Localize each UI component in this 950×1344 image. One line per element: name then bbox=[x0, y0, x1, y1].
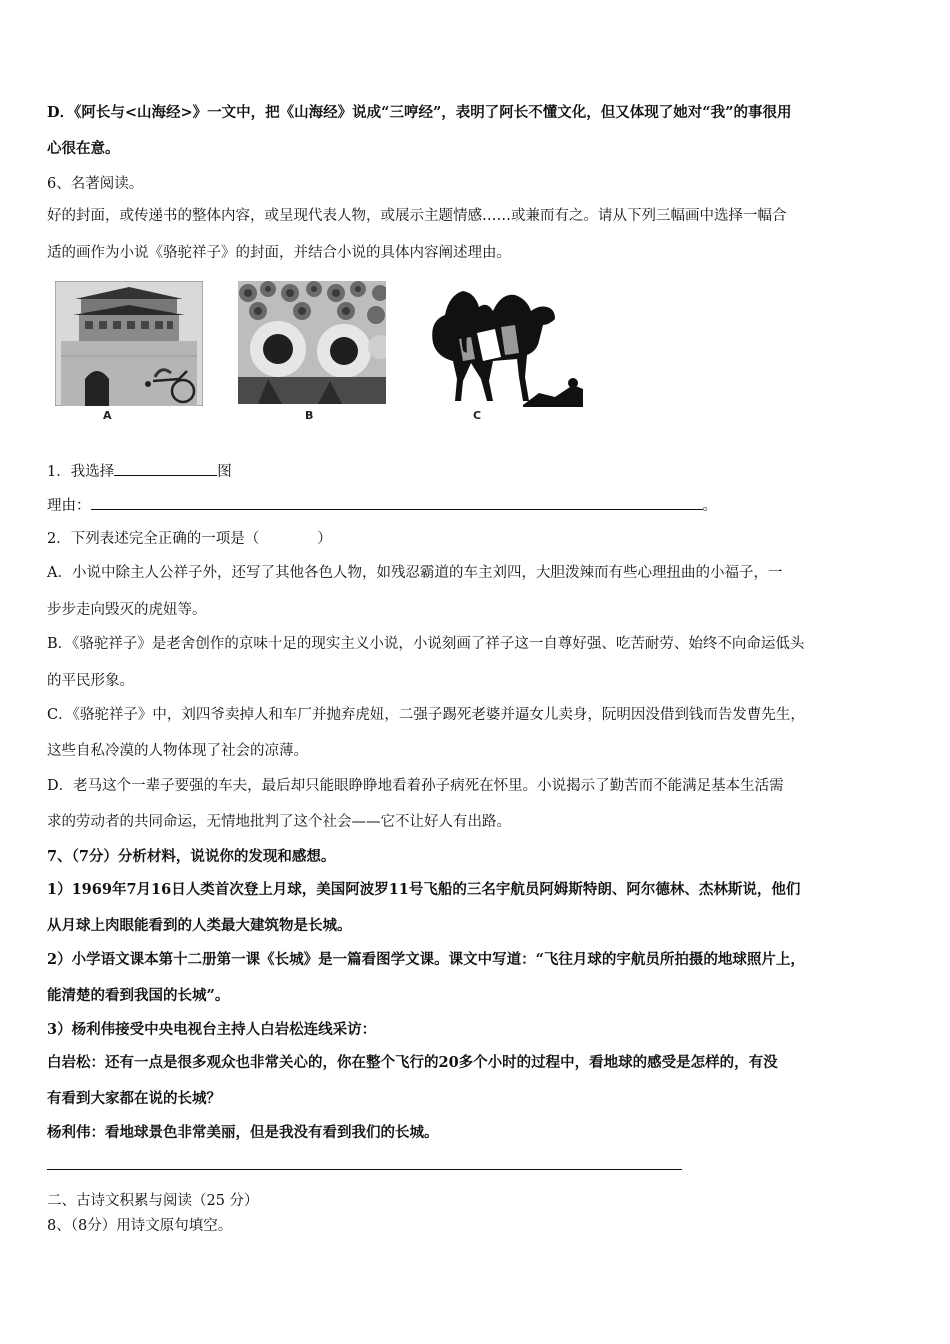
figure-a-caption: A bbox=[103, 409, 112, 422]
q5-option-d-line2: 心很在意。 bbox=[47, 140, 120, 157]
q6-intro-line2: 适的画作为小说《骆驼祥子》的封面，并结合小说的具体内容阐述理由。 bbox=[47, 245, 511, 261]
q7-bai-line1: 白岩松：还有一点是很多观众也非常关心的，你在整个飞行的20多个小时的过程中，看地球的感受是怎样的，有没 bbox=[47, 1054, 778, 1071]
q8-header: 8、（8分）用诗文原句填空。 bbox=[47, 1218, 233, 1234]
q6-sub2-question: 2．下列表述完全正确的一项是（ ） bbox=[47, 531, 332, 547]
figure-b-caption: B bbox=[305, 409, 314, 422]
choice-blank[interactable] bbox=[114, 461, 217, 476]
q6-sub1-prefix: 1．我选择 bbox=[47, 464, 115, 480]
section2-title: 二、古诗文积累与阅读（25 分） bbox=[47, 1193, 259, 1209]
q6-sub1 bbox=[47, 461, 232, 481]
q7-material2-line1: 2）小学语文课本第十二册第一课《长城》是一篇看图学文课。课文中写道：“飞往月球的宇航员所拍摄的地球照片上， bbox=[47, 951, 805, 968]
q6-option-c-line2: 这些自私冷漠的人物体现了社会的凉薄。 bbox=[47, 743, 308, 759]
q7-header: 7、（7分）分析材料，说说你的发现和感想。 bbox=[47, 848, 336, 865]
city-gate-rickshaw-image bbox=[55, 281, 203, 406]
q6-intro-line1: 好的封面，或传递书的整体内容，或呈现代表人物，或展示主题情感……或兼而有之。请从下列三幅画中选择一幅合 bbox=[47, 208, 787, 224]
q6-header: 6、名著阅读。 bbox=[47, 176, 144, 192]
cover-options-figures bbox=[55, 281, 615, 426]
sunflowers-image bbox=[238, 281, 386, 404]
q6-option-a-line1: A．小说中除主人公祥子外，还写了其他各色人物，如残忍霸道的车主刘四，大胆泼辣而有些心理扭曲的小福子，一 bbox=[47, 565, 783, 581]
reason-end: 。 bbox=[702, 498, 717, 514]
q6-reason bbox=[47, 495, 717, 515]
q7-yang: 杨利伟：看地球景色非常美丽，但是我没有看到我们的长城。 bbox=[47, 1124, 439, 1141]
camel-silhouette-image bbox=[423, 281, 583, 409]
q6-sub1-suffix: 图 bbox=[217, 464, 232, 480]
q5-option-d-line1: D．《阿长与<山海经>》一文中，把《山海经》说成“三哼经”，表明了阿长不懂文化，但又体现了她对“我”的事很用 bbox=[47, 104, 792, 121]
q6-option-d-line2: 求的劳动者的共同命运，无情地批判了这个社会——它不让好人有出路。 bbox=[47, 814, 511, 830]
q6-option-a-line2: 步步走向毁灭的虎妞等。 bbox=[47, 602, 207, 618]
reason-label: 理由： bbox=[47, 498, 91, 514]
q7-material3: 3）杨利伟接受中央电视台主持人白岩松连线采访： bbox=[47, 1021, 377, 1038]
q7-material1-line1: 1）1969年7月16日人类首次登上月球，美国阿波罗11号飞船的三名宇航员阿姆斯特朗、阿尔德林、杰林斯说，他们 bbox=[47, 881, 801, 898]
q7-material1-line2: 从月球上肉眼能看到的人类最大建筑物是长城。 bbox=[47, 917, 352, 934]
reason-blank[interactable] bbox=[91, 495, 703, 510]
q7-bai-line2: 有看到大家都在说的长城？ bbox=[47, 1090, 221, 1107]
q6-option-d-line1: D．老马这个一辈子要强的车夫，最后却只能眼睁睁地看着孙子病死在怀里。小说揭示了勤苦而不能满足基本生活需 bbox=[47, 778, 784, 794]
answer-line[interactable] bbox=[47, 1169, 682, 1170]
q7-material2-line2: 能清楚的看到我国的长城”。 bbox=[47, 987, 230, 1004]
q6-option-c-line1: C．《骆驼祥子》中，刘四爷卖掉人和车厂并抛弃虎妞，二强子踢死老婆并逼女儿卖身，阮明因没借到钱而告发曹先生， bbox=[47, 707, 805, 723]
figure-c-caption: C bbox=[473, 409, 482, 422]
q6-option-b-line1: B．《骆驼祥子》是老舍创作的京味十足的现实主义小说，小说刻画了祥子这一自尊好强、吃苦耐劳、始终不向命运低头 bbox=[47, 636, 805, 652]
q6-option-b-line2: 的平民形象。 bbox=[47, 673, 134, 689]
